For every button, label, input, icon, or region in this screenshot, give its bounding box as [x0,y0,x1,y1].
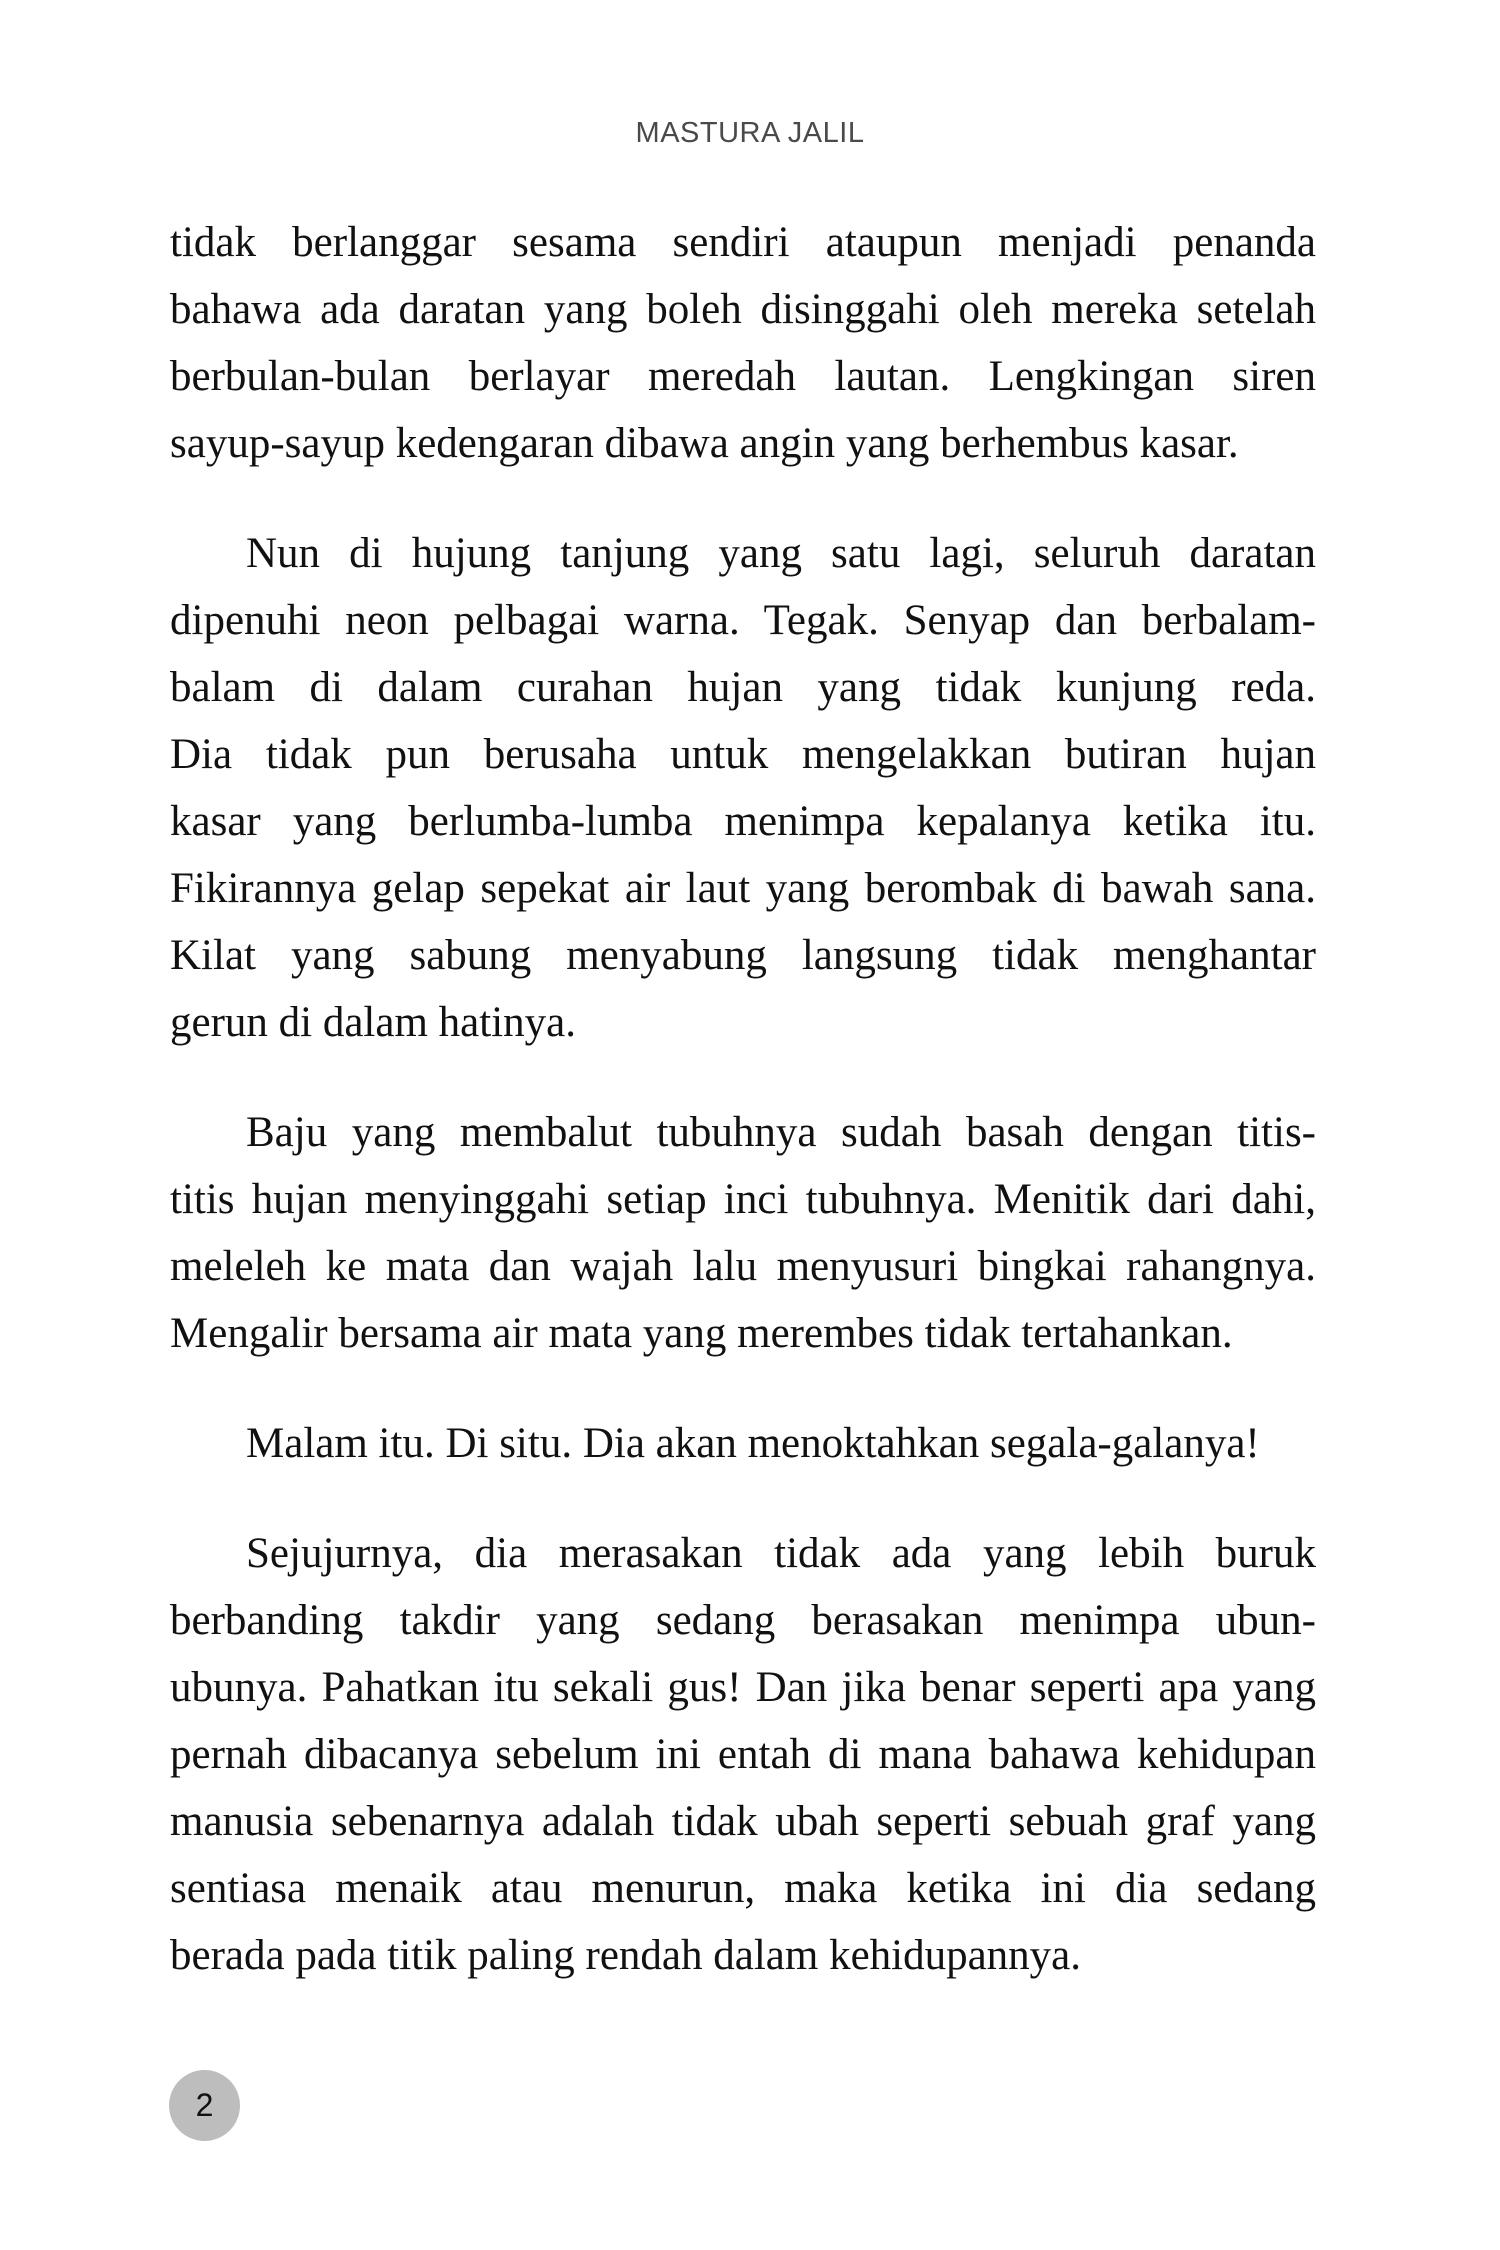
text-line: Baju yang membalut tubuhnya sudah basah dengan titis- [246,1109,1316,1156]
text-line: Sejujurnya, dia merasakan tidak ada yang lebih buruk [246,1530,1316,1577]
text-line: titis hujan menyinggahi setiap inci tubuhnya. Menitik dari dahi, [170,1176,1316,1223]
running-header-author: MASTURA JALIL [635,117,865,149]
text-line: Nun di hujung tanjung yang satu lagi, seluruh daratan [246,530,1316,577]
text-line: tidak berlanggar sesama sendiri ataupun menjadi penanda [170,219,1316,266]
text-line: dipenuhi neon pelbagai warna. Tegak. Senyap dan berbalam- [170,597,1316,644]
text-line: kasar yang berlumba-lumba menimpa kepalanya ketika itu. [170,798,1316,845]
text-line: sentiasa menaik atau menurun, maka ketika ini dia sedang [170,1865,1316,1912]
text-line: meleleh ke mata dan wajah lalu menyusuri bingkai rahangnya. [170,1243,1316,1290]
paragraph [170,209,1316,477]
paragraph [170,1099,1316,1367]
text-line: Fikirannya gelap sepekat air laut yang berombak di bawah sana. [170,865,1316,912]
text-line: bahawa ada daratan yang boleh disinggahi oleh mereka setelah [170,286,1316,333]
text-line: gerun di dalam hatinya. [170,999,576,1046]
text-line: berbanding takdir yang sedang berasakan menimpa ubun- [170,1597,1316,1644]
paragraph [170,1520,1316,1989]
text-line: Kilat yang sabung menyabung langsung tidak menghantar [170,932,1316,979]
page-number-badge: 2 [169,2070,240,2141]
text-line: Malam itu. Di situ. Dia akan menoktahkan segala-galanya! [246,1420,1260,1467]
text-line: pernah dibacanya sebelum ini entah di mana bahawa kehidupan [170,1731,1316,1778]
paragraph [170,1410,1316,1477]
text-line: balam di dalam curahan hujan yang tidak kunjung reda. [170,664,1316,711]
text-line: sayup-sayup kedengaran dibawa angin yang berhembus kasar. [170,420,1239,467]
paragraph [170,520,1316,1056]
body-text [170,209,1316,2032]
text-line: berbulan-bulan berlayar meredah lautan. Lengkingan siren [170,353,1316,400]
text-line: manusia sebenarnya adalah tidak ubah seperti sebuah graf yang [170,1798,1316,1845]
text-line: Dia tidak pun berusaha untuk mengelakkan butiran hujan [170,731,1316,778]
text-line: berada pada titik paling rendah dalam kehidupannya. [170,1932,1082,1979]
text-line: ubunya. Pahatkan itu sekali gus! Dan jika benar seperti apa yang [170,1664,1316,1711]
text-line: Mengalir bersama air mata yang merembes tidak tertahankan. [170,1310,1233,1357]
